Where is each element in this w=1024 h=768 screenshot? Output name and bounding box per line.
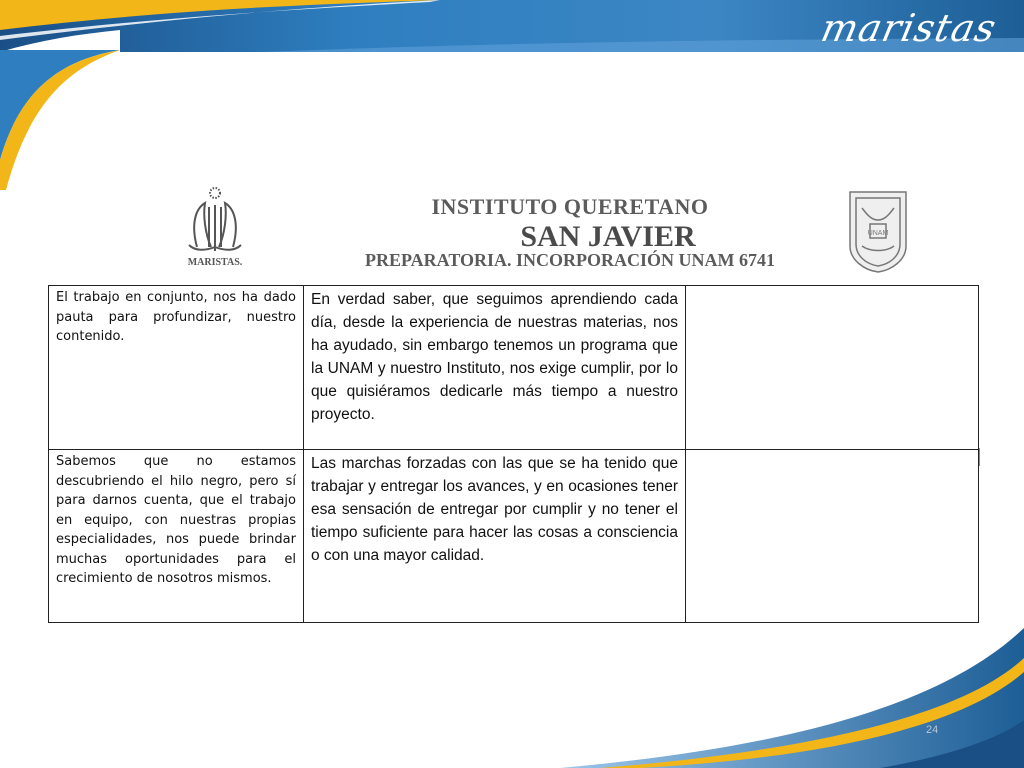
table-cell: El trabajo en conjunto, nos ha dado pauta para profundizar, nuestro contenido.: [49, 286, 304, 450]
page-number: 24: [926, 724, 939, 736]
table-cell: [686, 286, 979, 450]
campus-name: SAN JAVIER: [520, 220, 696, 253]
maristas-crest-logo: [175, 185, 255, 270]
text-cursor-mark: [979, 448, 980, 466]
table-row: [49, 450, 979, 623]
left-swoosh: [0, 50, 120, 190]
unam-crest-logo: [842, 186, 914, 274]
table-cell: Las marchas forzadas con las que se ha tenido que trabajar y entregar los avances, y en ocasiones tener esa sensación de entregar por cumplir y no tener el tiempo suficiente para hacer las cosas a consciencia o con una mayor calidad.: [304, 450, 686, 623]
table-cell: Sabemos que no estamos descubriendo el hilo negro, pero sí para darnos cuenta, que el trabajo en equipo, con nuestras propias especialidades, nos puede brindar muchas oportunidades para el crecimiento de nosotros mismos.: [49, 450, 304, 623]
reflection-table: [48, 285, 979, 623]
bottom-right-swoosh: [0, 628, 1024, 768]
table-cell: [686, 450, 979, 623]
maristas-logo-label: MARISTAS.: [187, 257, 243, 268]
unam-logo-label: UNAM: [867, 230, 889, 237]
table-cell: En verdad saber, que seguimos aprendiendo cada día, desde la experiencia de nuestras materias, nos ha ayudado, sin embargo tenemos un programa que la UNAM y nuestro Instituto, nos exige cumplir, por lo que quisiéramos dedicarle más tiempo a nuestro proyecto.: [304, 286, 686, 450]
institution-name: INSTITUTO QUERETANO: [431, 194, 709, 219]
maristas-wordmark: maristas: [817, 6, 1001, 50]
table-row: [49, 286, 979, 450]
institution-header: [300, 194, 840, 271]
incorporation-line: PREPARATORIA. INCORPORACIÓN UNAM 6741: [365, 250, 775, 270]
